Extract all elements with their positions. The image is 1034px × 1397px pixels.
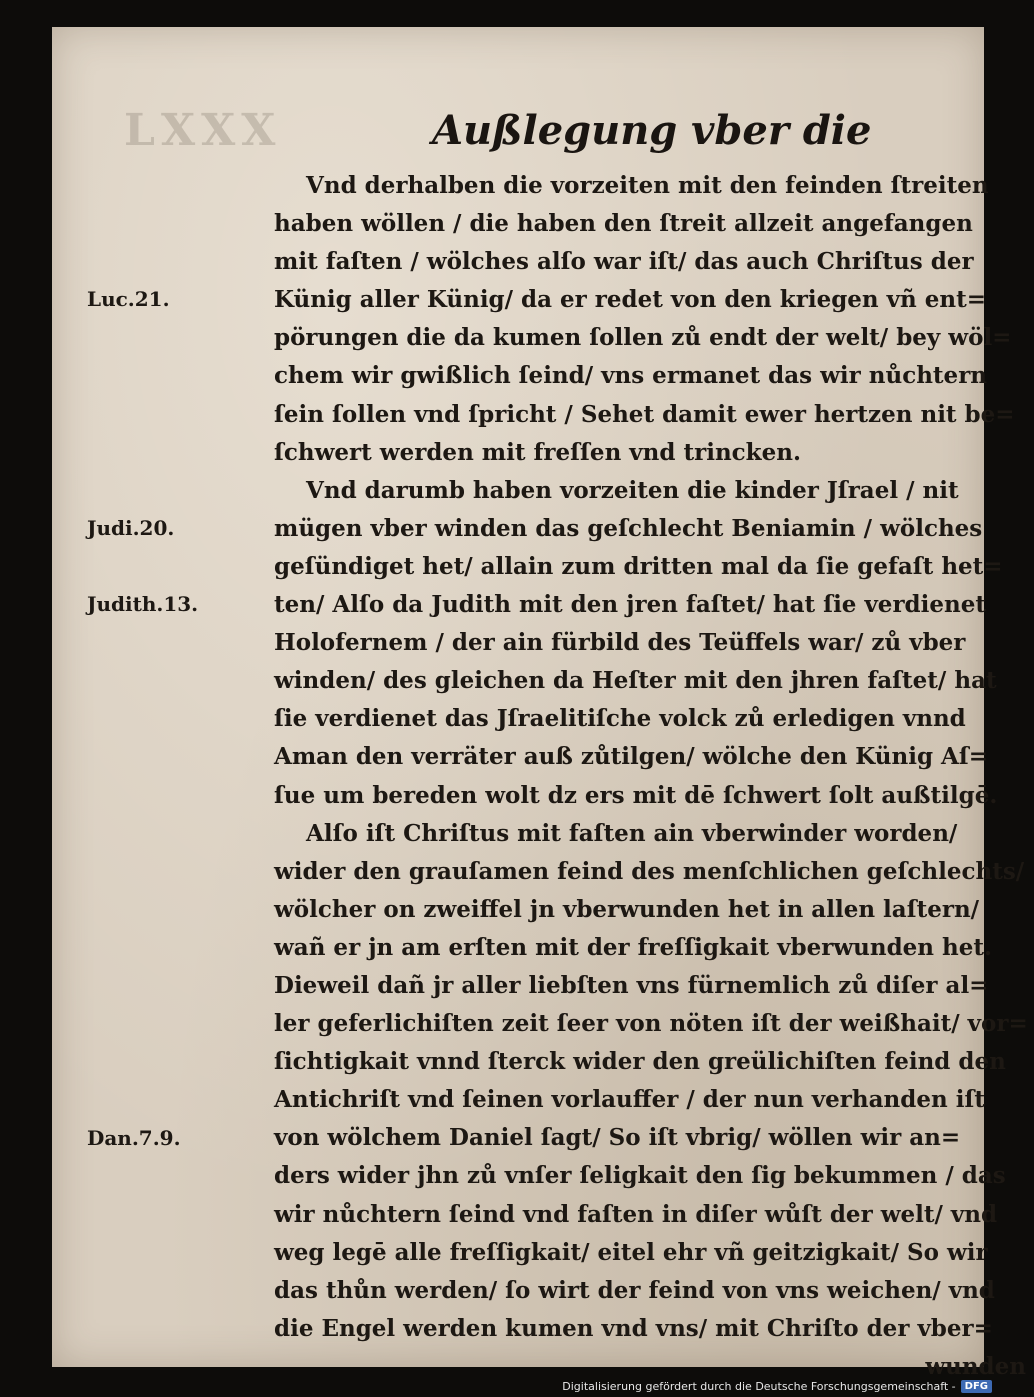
text-line: mügen vber winden das geſchlecht Beniamin / wölches	[274, 514, 983, 542]
text-line: wider den grauſamen feind des menſchlichen geſchlechts/	[274, 857, 1025, 885]
text-line: Vnd darumb haben vorzeiten die kinder Jſrael / nit	[306, 476, 959, 504]
text-line: von wölchem Daniel ſagt/ So iſt vbrig/ wöllen wir an=	[274, 1124, 961, 1152]
text-line: Vnd derhalben die vorzeiten mit den feinden ſtreiten	[306, 172, 989, 199]
text-line: Antichriſt vnd ſeinen vorlauffer / der nun verhanden iſt	[274, 1086, 985, 1114]
text-line: Dieweil dañ jr aller liebſten vns fürnemlich zů diſer al=	[274, 971, 989, 999]
text-line: ſue um bereden wolt dz ers mit dē ſchwert ſolt außtilgē.	[274, 781, 998, 809]
text-line: die Engel werden kumen vnd vns/ mit Chriſto der vber=	[274, 1314, 993, 1342]
text-line: wir nůchtern ſeind vnd faſten in diſer wůſt der welt/ vnd	[274, 1200, 998, 1228]
margin-note: Judi.20.	[87, 515, 175, 540]
text-line: Alſo iſt Chriſtus mit faſten ain vberwinder worden/	[306, 819, 958, 847]
dfg-logo: DFG	[961, 1380, 992, 1393]
book-page	[52, 27, 1028, 1380]
margin-note: Judith.13.	[87, 592, 199, 617]
text-line: ler geferlichiſten zeit ſeer von nöten iſt der weißhait/ vor=	[274, 1010, 1028, 1038]
text-line: wunden	[925, 1352, 1026, 1380]
footer	[562, 1380, 992, 1393]
margin-note: Dan.7.9.	[87, 1125, 181, 1150]
bleed-through-folio: LXXX	[124, 105, 282, 156]
margin-note: Luc.21.	[87, 287, 170, 312]
text-line: ſein ſollen vnd ſpricht / Sehet damit ewer hertzen nit be=	[274, 400, 1015, 428]
text-line: ſichtigkait vnnd ſterck wider den greülichiſten feind den	[274, 1048, 1006, 1076]
text-line: wölcher on zweiffel jn vberwunden het in allen laſtern/	[274, 895, 980, 923]
text-line: winden/ des gleichen da Heſter mit den jhren faſtet/ hat	[274, 667, 997, 695]
text-line: mit faſten / wölches alſo war iſt/ das auch Chriſtus der	[274, 248, 974, 276]
text-line: ſie verdienet das Jſraelitiſche volck zů erledigen vnnd	[274, 705, 966, 733]
text-line: Aman den verräter auß zůtilgen/ wölche den Künig Aſ=	[274, 743, 989, 771]
text-line: das thůn werden/ ſo wirt der feind von vns weichen/ vnd	[274, 1276, 995, 1304]
text-line: weg legē alle freſſigkait/ eitel ehr vñ geitzigkait/ So wir	[274, 1238, 988, 1266]
text-line: geſündiget het/ allain zum dritten mal da ſie gefaſt het=	[274, 552, 1003, 580]
text-line: wañ er jn am erſten mit der freſſigkait vberwunden het.	[274, 933, 992, 961]
text-line: haben wöllen / die haben den ſtreit allzeit angefangen	[274, 210, 973, 238]
text-line: pörungen die da kumen ſollen zů endt der welt/ bey wöl=	[274, 324, 1012, 352]
footer-credit: Digitalisierung gefördert durch die Deutsche Forschungsgemeinschaft -	[562, 1380, 956, 1393]
text-line: ders wider jhn zů vnſer ſeligkait den ſig bekummen / das	[274, 1162, 1006, 1190]
text-line: Holofernem / der ain fürbild des Teüffels war/ zů vber	[274, 629, 966, 657]
text-line: ſchwert werden mit freſſen vnd trincken.	[274, 438, 801, 466]
text-line: chem wir gwißlich ſeind/ vns ermanet das wir nůchtern	[274, 362, 988, 390]
text-line: Künig aller Künig/ da er redet von den kriegen vñ ent=	[274, 286, 986, 314]
body-text	[274, 167, 1034, 1386]
running-header: Außlegung vber die	[432, 107, 872, 154]
text-line: ten/ Alſo da Judith mit den jren faſtet/ hat ſie verdienet	[274, 591, 986, 619]
